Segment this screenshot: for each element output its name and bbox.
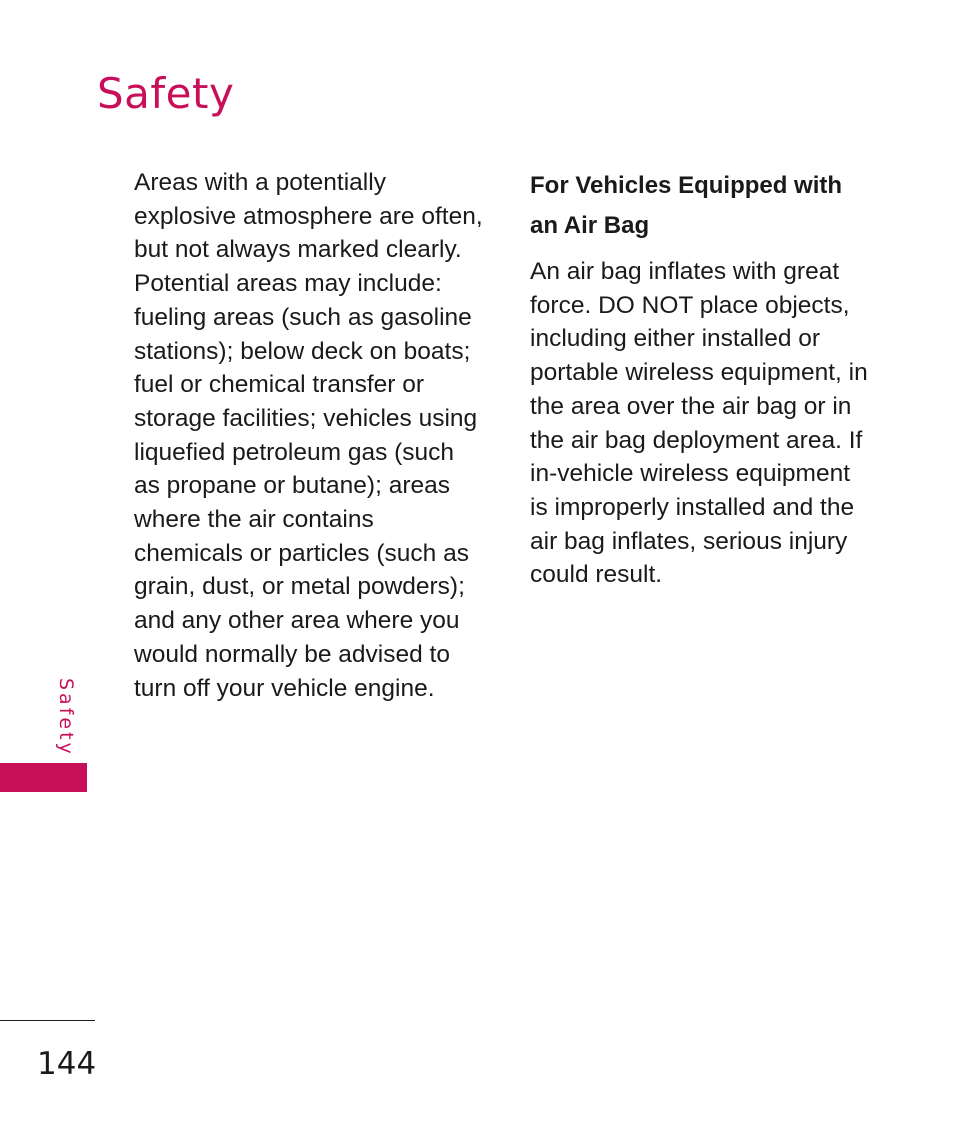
air-bag-section-heading: For Vehicles Equipped with an Air Bag — [530, 172, 843, 239]
air-bag-paragraph: An air bag inflates with great force. DO NOT place objects, including either installed or portable wireless equipment, in the area over the air bag or in the air bag deployment area. If in-vehicle wireless equipment is improperly installed and the air bag inflates, serious injury could result. — [530, 258, 868, 589]
explosive-atmosphere-paragraph: Areas with a potentially explosive atmosphere are often, but not always marked clearly. Potential areas may include: fueling areas (such as gasoline stations); below deck on boats; fuel or chemical transfer or storage facilities; vehicles using liquefied petroleum gas (such as propane or butane); areas where the air contains chemicals or particles (such as grain, dust, or metal powders); and any other area where you would normally be advised to turn off your vehicle engine. — [134, 169, 483, 702]
side-section-tab — [0, 763, 87, 792]
page-title: Safety — [97, 69, 235, 118]
left-column — [134, 166, 484, 705]
side-section-label: Safety — [55, 678, 77, 757]
right-column — [530, 166, 870, 592]
footer-divider — [0, 1020, 95, 1021]
page-number: 144 — [37, 1046, 97, 1082]
